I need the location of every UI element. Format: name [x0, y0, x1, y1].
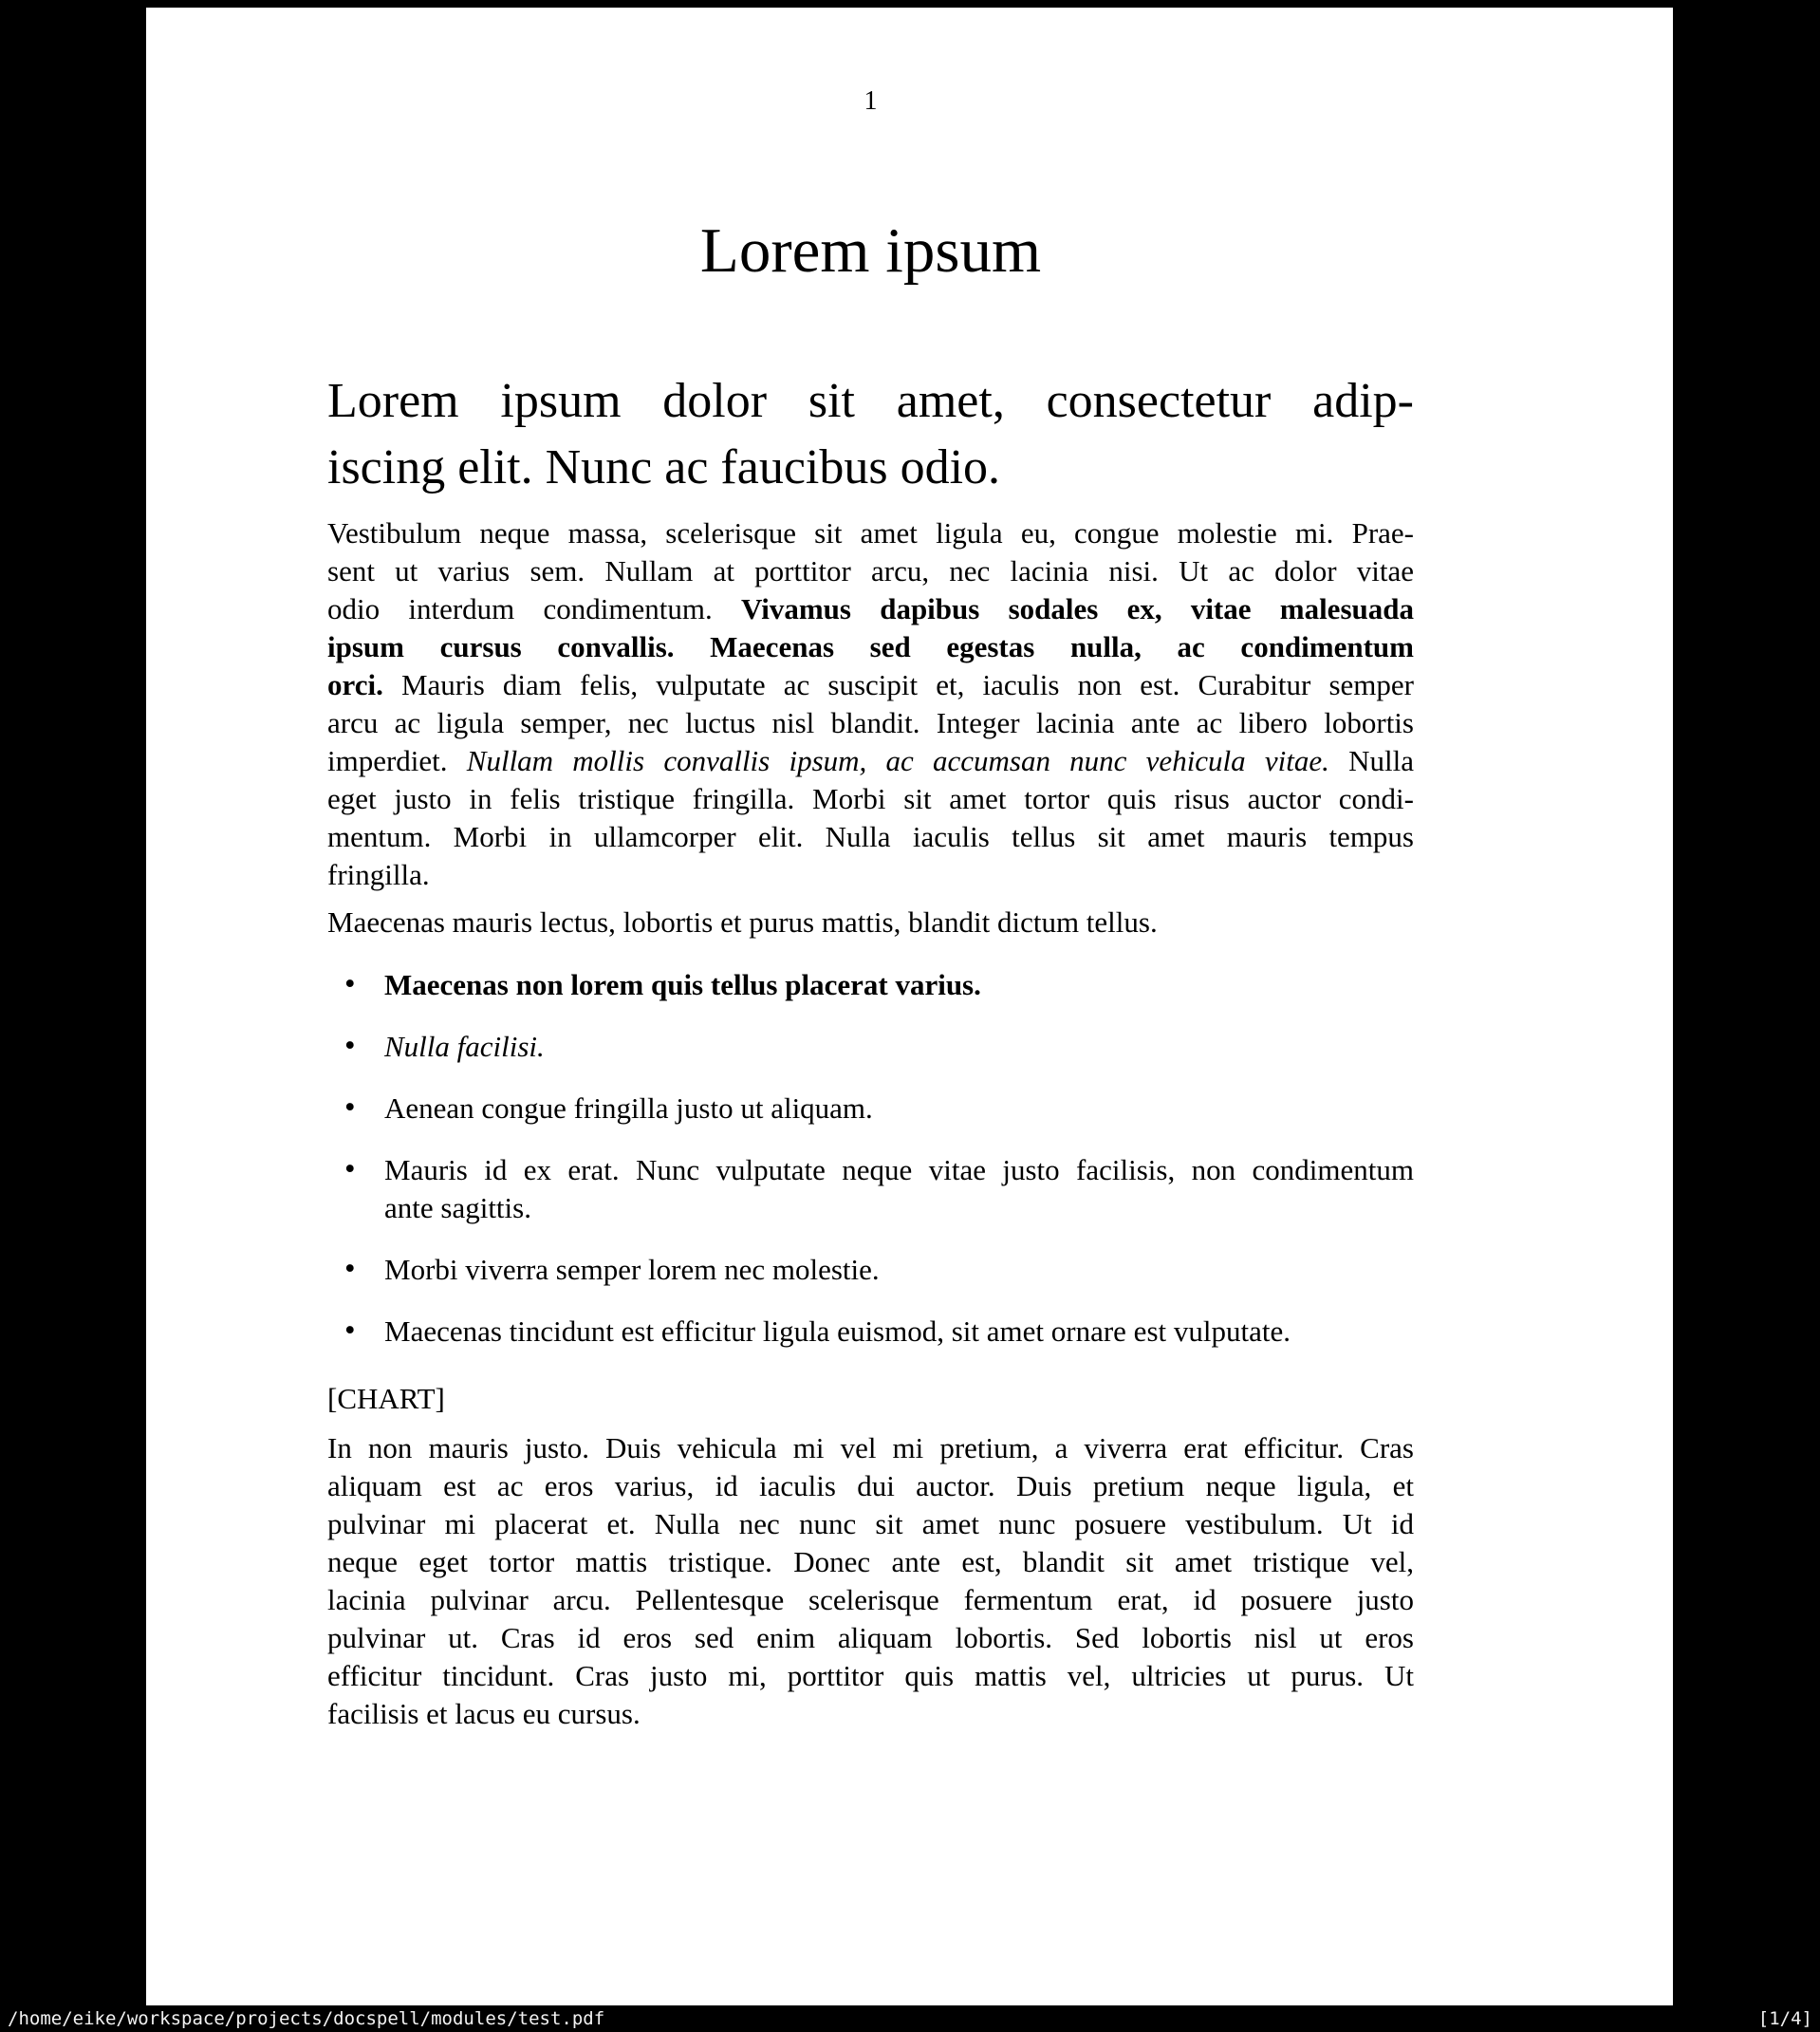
text-line: odio interdum condimentum. Vivamus dapibus sodales ex, vitae malesuada — [327, 592, 1414, 625]
text-line: pulvinar mi placerat et. Nulla nec nunc sit amet nunc posuere vestibulum. Ut id — [327, 1507, 1414, 1540]
statusbar-page-indicator: [1/4] — [1757, 2008, 1812, 2029]
bullet-icon: • — [344, 1152, 356, 1186]
text-line: Nulla facilisi. — [384, 1030, 545, 1063]
statusbar-file-path: /home/eike/workspace/projects/docspell/modules/test.pdf — [8, 2008, 605, 2029]
list-item-text — [384, 966, 1414, 1004]
list-item — [327, 1251, 1414, 1289]
bullet-icon: • — [344, 967, 356, 1001]
text-line: Lorem ipsum dolor sit amet, consectetur adip- — [327, 374, 1414, 428]
text-line: facilisis et lacus eu cursus. — [327, 1697, 641, 1730]
text-line: Maecenas non lorem quis tellus placerat varius. — [384, 968, 981, 1001]
list-item-text — [384, 1090, 1414, 1128]
paragraph-2 — [327, 904, 1414, 941]
list-item-text — [384, 1251, 1414, 1289]
page-number-header: 1 — [864, 86, 878, 116]
chart-placeholder: [CHART] — [327, 1382, 445, 1415]
text-line: Vestibulum neque massa, scelerisque sit amet ligula eu, congue molestie mi. Prae- — [327, 516, 1414, 550]
list-item-text — [384, 1151, 1414, 1227]
text-line: imperdiet. Nullam mollis convallis ipsum, ac accumsan nunc vehicula vitae. Nulla — [327, 744, 1415, 777]
text-line: arcu ac ligula semper, nec luctus nisl blandit. Integer lacinia ante ac libero lobortis — [327, 706, 1414, 739]
text-line: aliquam est ac eros varius, id iaculis dui auctor. Duis pretium neque ligula, et — [327, 1469, 1414, 1502]
list-item — [327, 966, 1414, 1004]
list-item-text — [384, 1028, 1414, 1066]
text-line: fringilla. — [327, 858, 430, 891]
text-line: eget justo in felis tristique fringilla. Morbi sit amet tortor quis risus auctor condi- — [327, 782, 1414, 815]
text-line: In non mauris justo. Duis vehicula mi vel mi pretium, a viverra erat efficitur. Cras — [327, 1431, 1414, 1464]
document-title: Lorem ipsum — [699, 215, 1042, 286]
text-line: ipsum cursus convallis. Maecenas sed egestas nulla, ac condimentum — [327, 630, 1414, 663]
section-heading — [327, 368, 1414, 501]
text-line: mentum. Morbi in ullamcorper elit. Nulla iaculis tellus sit amet mauris tempus — [327, 820, 1414, 853]
text-line: pulvinar ut. Cras id eros sed enim aliquam lobortis. Sed lobortis nisl ut eros — [327, 1621, 1414, 1654]
text-line: Maecenas mauris lectus, lobortis et purus mattis, blandit dictum tellus. — [327, 905, 1158, 939]
text-line: Mauris id ex erat. Nunc vulputate neque vitae justo facilisis, non condimentum — [384, 1153, 1414, 1186]
text-line: efficitur tincidunt. Cras justo mi, porttitor quis mattis vel, ultricies ut purus. Ut — [327, 1659, 1414, 1692]
text-line: ante sagittis. — [384, 1191, 531, 1224]
text-line: lacinia pulvinar arcu. Pellentesque scelerisque fermentum erat, id posuere justo — [327, 1583, 1414, 1616]
bullet-icon: • — [344, 1314, 356, 1348]
paragraph-3 — [327, 1429, 1414, 1733]
pdf-page[interactable] — [146, 8, 1673, 2005]
text-line: orci. Mauris diam felis, vulputate ac suscipit et, iaculis non est. Curabitur semper — [327, 668, 1414, 701]
list-item-text — [384, 1313, 1414, 1351]
list-item — [327, 1028, 1414, 1066]
bullet-icon: • — [344, 1091, 356, 1125]
statusbar — [0, 2005, 1820, 2032]
bullet-list — [327, 966, 1414, 1374]
list-item — [327, 1313, 1414, 1351]
bullet-icon: • — [344, 1029, 356, 1063]
text-line: sent ut varius sem. Nullam at porttitor arcu, nec lacinia nisi. Ut ac dolor vitae — [327, 554, 1414, 587]
list-item — [327, 1151, 1414, 1227]
list-item — [327, 1090, 1414, 1128]
text-line: Aenean congue fringilla justo ut aliquam. — [384, 1091, 873, 1125]
paragraph-1 — [327, 514, 1414, 894]
text-line: iscing elit. Nunc ac faucibus odio. — [327, 440, 1001, 494]
text-line: neque eget tortor mattis tristique. Donec ante est, blandit sit amet tristique vel, — [327, 1545, 1414, 1578]
bullet-icon: • — [344, 1252, 356, 1286]
text-line: Morbi viverra semper lorem nec molestie. — [384, 1253, 880, 1286]
text-line: Maecenas tincidunt est efficitur ligula euismod, sit amet ornare est vulputate. — [384, 1314, 1291, 1348]
